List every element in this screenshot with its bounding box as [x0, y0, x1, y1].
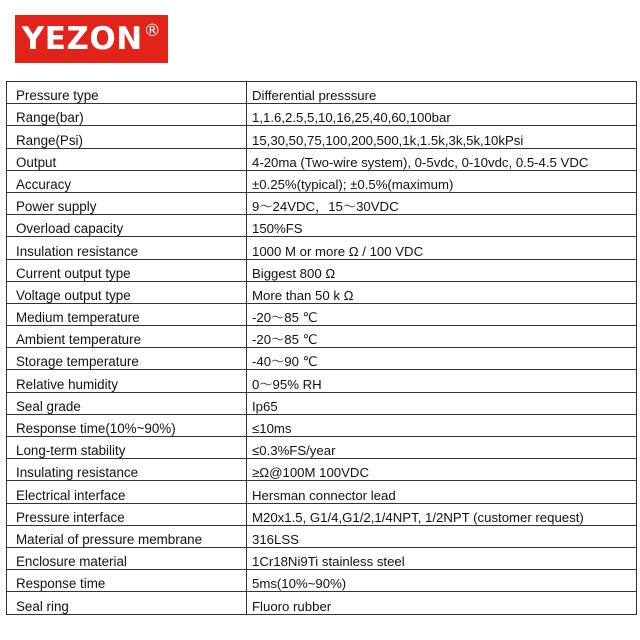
spec-value: 0～95% RH [247, 370, 637, 392]
table-row [7, 148, 637, 170]
spec-label: Overload capacity [7, 215, 247, 237]
spec-label: Electrical interface [7, 481, 247, 503]
spec-label: Medium temperature [7, 303, 247, 325]
spec-value: Hersman connector lead [247, 481, 637, 503]
table-row [7, 303, 637, 325]
spec-label: Enclosure material [7, 547, 247, 569]
spec-value: -20～85 ℃ [247, 326, 637, 348]
spec-value: ≤10ms [247, 414, 637, 436]
table-row [7, 414, 637, 436]
table-row [7, 170, 637, 192]
spec-label: Long-term stability [7, 437, 247, 459]
table-row [7, 192, 637, 214]
spec-value: 4-20ma (Two-wire system), 0-5vdc, 0-10vdc, 0.5-4.5 VDC [247, 148, 637, 170]
spec-label: Response time [7, 570, 247, 592]
table-row [7, 281, 637, 303]
spec-label: Relative humidity [7, 370, 247, 392]
spec-label: Accuracy [7, 170, 247, 192]
table-row [7, 592, 637, 614]
spec-label: Voltage output type [7, 281, 247, 303]
spec-value: 150%FS [247, 215, 637, 237]
spec-value: -20～85 ℃ [247, 303, 637, 325]
table-row [7, 82, 637, 104]
spec-table-body [7, 82, 637, 615]
spec-label: Seal ring [7, 592, 247, 614]
spec-value: -40～90 ℃ [247, 348, 637, 370]
table-row [7, 481, 637, 503]
table-row [7, 104, 637, 126]
table-row [7, 437, 637, 459]
spec-value: Differential presssure [247, 82, 637, 104]
spec-label: Range(bar) [7, 104, 247, 126]
spec-value: 9～24VDC，15～30VDC [247, 192, 637, 214]
table-row [7, 459, 637, 481]
spec-label: Response time(10%~90%) [7, 414, 247, 436]
spec-label: Current output type [7, 259, 247, 281]
table-row [7, 259, 637, 281]
spec-value: 1Cr18Ni9Ti stainless steel [247, 547, 637, 569]
table-row [7, 392, 637, 414]
table-row [7, 326, 637, 348]
spec-value: ±0.25%(typical); ±0.5%(maximum) [247, 170, 637, 192]
spec-value: Ip65 [247, 392, 637, 414]
spec-label: Storage temperature [7, 348, 247, 370]
spec-label: Insulating resistance [7, 459, 247, 481]
table-row [7, 503, 637, 525]
spec-value: Fluoro rubber [247, 592, 637, 614]
table-row [7, 215, 637, 237]
table-row [7, 237, 637, 259]
spec-label: Material of pressure membrane [7, 525, 247, 547]
spec-value: 5ms(10%~90%) [247, 570, 637, 592]
table-row [7, 570, 637, 592]
table-row [7, 126, 637, 148]
spec-label: Output [7, 148, 247, 170]
table-row [7, 370, 637, 392]
brand-logo-text: YEZON® [21, 21, 162, 57]
spec-value: 316LSS [247, 525, 637, 547]
spec-label: Pressure interface [7, 503, 247, 525]
table-row [7, 348, 637, 370]
spec-value: M20x1.5, G1/4,G1/2,1/4NPT, 1/2NPT (customer request) [247, 503, 637, 525]
table-row [7, 547, 637, 569]
spec-value: ≤0.3%FS/year [247, 437, 637, 459]
spec-value: ≥Ω@100M 100VDC [247, 459, 637, 481]
spec-value: Biggest 800 Ω [247, 259, 637, 281]
spec-label: Pressure type [7, 82, 247, 104]
spec-label: Insulation resistance [7, 237, 247, 259]
spec-value: 1000 M or more Ω / 100 VDC [247, 237, 637, 259]
spec-value: 15,30,50,75,100,200,500,1k,1.5k,3k,5k,10kPsi [247, 126, 637, 148]
spec-value: More than 50 k Ω [247, 281, 637, 303]
spec-label: Power supply [7, 192, 247, 214]
table-row [7, 525, 637, 547]
spec-value: 1,1.6,2.5,5,10,16,25,40,60,100bar [247, 104, 637, 126]
spec-label: Seal grade [7, 392, 247, 414]
brand-logo [15, 15, 168, 63]
spec-table [6, 81, 637, 615]
spec-label: Ambient temperature [7, 326, 247, 348]
spec-label: Range(Psi) [7, 126, 247, 148]
